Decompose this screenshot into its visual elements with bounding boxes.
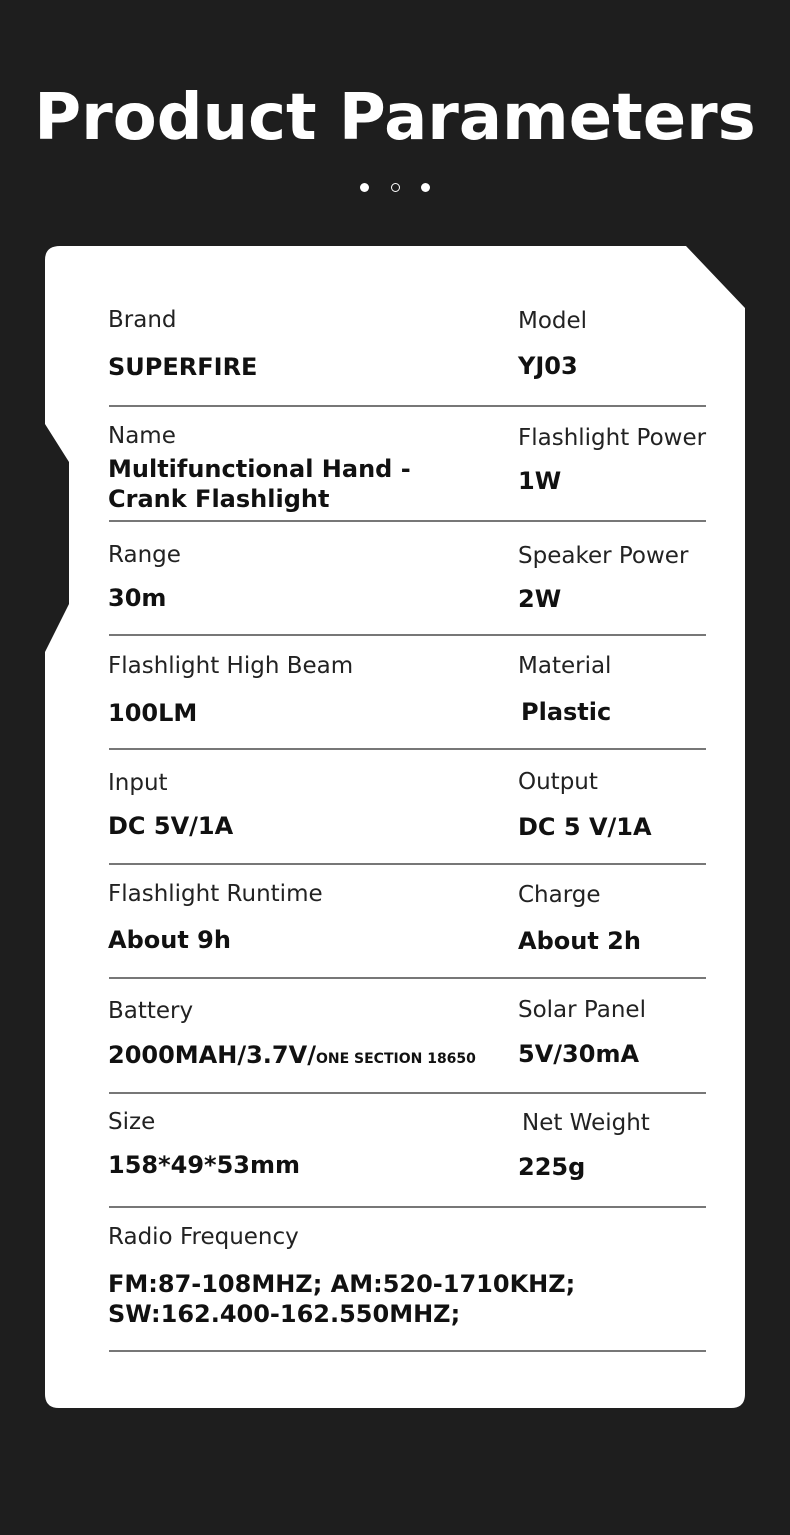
- divider: [109, 748, 706, 750]
- battery-value: [108, 1040, 476, 1074]
- divider: [109, 634, 706, 636]
- output-value: DC 5 V/1A: [518, 813, 652, 841]
- model-label: Model: [518, 308, 588, 334]
- divider: [109, 405, 706, 407]
- brand-value: SUPERFIRE: [108, 353, 258, 381]
- name-value-line1: Multifunctional Hand -: [108, 455, 411, 483]
- material-label: Material: [518, 653, 612, 679]
- runtime-label: Flashlight Runtime: [108, 881, 323, 907]
- battery-label: Battery: [108, 998, 194, 1024]
- divider: [109, 863, 706, 865]
- divider: [109, 1092, 706, 1094]
- material-value: Plastic: [521, 698, 612, 726]
- battery-value-main: 2000MAH/3.7V/: [108, 1041, 316, 1069]
- radio-label: Radio Frequency: [108, 1224, 299, 1250]
- net-weight-value: 225g: [518, 1153, 586, 1181]
- flashlight-power-value: 1W: [518, 467, 562, 495]
- runtime-value: About 9h: [108, 926, 231, 954]
- range-value: 30m: [108, 584, 167, 612]
- solar-panel-value: 5V/30mA: [518, 1040, 640, 1068]
- divider: [109, 1350, 706, 1352]
- page-title: Product Parameters: [34, 81, 756, 155]
- flashlight-power-label: Flashlight Power: [518, 425, 707, 451]
- brand-label: Brand: [108, 307, 177, 333]
- speaker-power-label: Speaker Power: [518, 543, 689, 569]
- name-label: Name: [108, 423, 176, 449]
- high-beam-value: 100LM: [108, 699, 198, 727]
- size-value: 158*49*53mm: [108, 1151, 301, 1179]
- input-value: DC 5V/1A: [108, 812, 234, 840]
- input-label: Input: [108, 770, 168, 796]
- model-value: YJ03: [518, 352, 578, 380]
- divider: [109, 520, 706, 522]
- net-weight-label: Net Weight: [522, 1110, 650, 1136]
- charge-value: About 2h: [518, 927, 641, 955]
- solar-panel-label: Solar Panel: [518, 997, 646, 1023]
- output-label: Output: [518, 769, 598, 795]
- radio-value-line1: FM:87-108MHZ; AM:520-1710KHZ;: [108, 1270, 576, 1298]
- speaker-power-value: 2W: [518, 585, 562, 613]
- charge-label: Charge: [518, 882, 601, 908]
- range-label: Range: [108, 542, 181, 568]
- size-label: Size: [108, 1109, 156, 1135]
- high-beam-label: Flashlight High Beam: [108, 653, 354, 679]
- name-value-line2: Crank Flashlight: [108, 485, 330, 513]
- divider: [109, 977, 706, 979]
- battery-value-note: ONE SECTION 18650: [315, 1051, 476, 1067]
- radio-value-line2: SW:162.400-162.550MHZ;: [108, 1300, 461, 1328]
- divider: [109, 1206, 706, 1208]
